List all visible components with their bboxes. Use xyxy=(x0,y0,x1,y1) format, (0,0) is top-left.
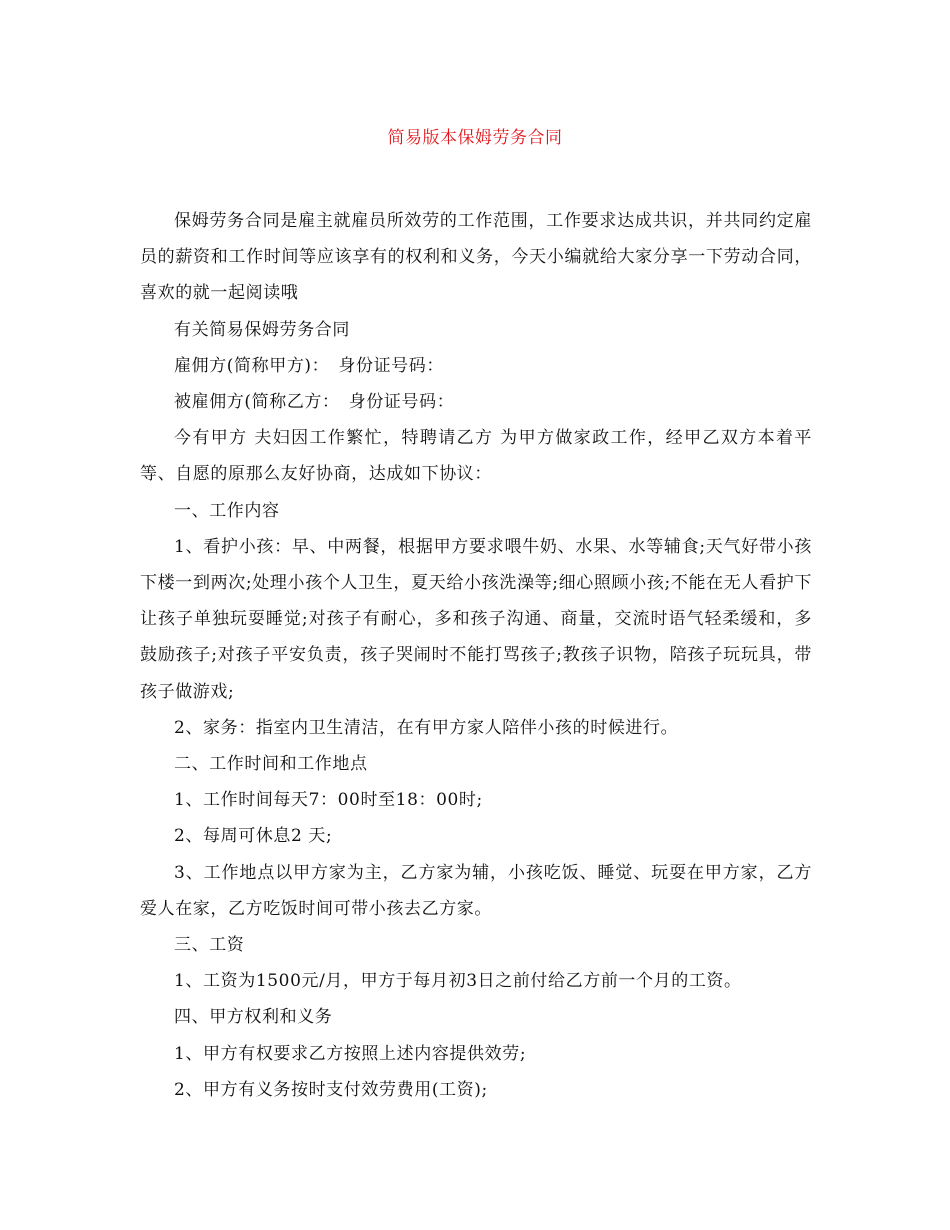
paragraph-agreement: 今有甲方 夫妇因工作繁忙，特聘请乙方 为甲方做家政工作，经甲乙双方本着平等、自愿的原那么友好协商，达成如下协议： xyxy=(140,428,812,485)
clause-childcare: 1、看护小孩：早、中两餐，根据甲方要求喂牛奶、水果、水等辅食;天气好带小孩下楼一到两次;处理小孩个人卫生，夏天给小孩洗澡等;细心照顾小孩;不能在无人看护下让孩子单独玩耍睡觉;对孩子有耐心，多和孩子沟通、商量，交流时语气轻柔缓和，多鼓励孩子;对孩子平安负责，孩子哭闹时不能打骂孩子;教孩子识物，陪孩子玩玩具，带孩子做游戏; xyxy=(140,536,812,702)
document-body xyxy=(140,203,812,1108)
clause-wage-amount: 1、工资为1500元/月，甲方于每月初3日之前付给乙方前一个月的工资。 xyxy=(174,971,742,992)
clause-work-hours: 1、工作时间每天7：00时至18：00时; xyxy=(174,790,483,811)
clause-work-location: 3、工作地点以甲方家为主，乙方家为辅，小孩吃饭、睡觉、玩耍在甲方家，乙方爱人在家，乙方吃饭时间可带小孩去乙方家。 xyxy=(140,862,812,919)
clause-party-a-duty: 2、甲方有义务按时支付效劳费用(工资); xyxy=(174,1079,488,1100)
section-heading-party-a: 四、甲方权利和义务 xyxy=(174,1007,333,1028)
paragraph-heading: 有关简易保姆劳务合同 xyxy=(174,319,350,340)
paragraph-employee: 被雇佣方(简称乙方： 身份证号码： xyxy=(174,392,455,413)
clause-housework: 2、家务：指室内卫生清洁，在有甲方家人陪伴小孩的时候进行。 xyxy=(174,717,679,738)
clause-rest-days: 2、每周可休息2 天; xyxy=(174,826,333,847)
document-title: 简易版本保姆劳务合同 xyxy=(387,128,563,148)
section-heading-work-content: 一、工作内容 xyxy=(174,500,280,521)
paragraph-employer: 雇佣方(简称甲方)： 身份证号码： xyxy=(174,355,444,376)
clause-party-a-right: 1、甲方有权要求乙方按照上述内容提供效劳; xyxy=(174,1043,527,1064)
section-heading-time-place: 二、工作时间和工作地点 xyxy=(174,754,368,775)
section-heading-wages: 三、工资 xyxy=(174,935,245,956)
paragraph-intro: 保姆劳务合同是雇主就雇员所效劳的工作范围，工作要求达成共识，并共同约定雇员的薪资和工作时间等应该享有的权利和义务，今天小编就给大家分享一下劳动合同，喜欢的就一起阅读哦 xyxy=(140,211,812,304)
